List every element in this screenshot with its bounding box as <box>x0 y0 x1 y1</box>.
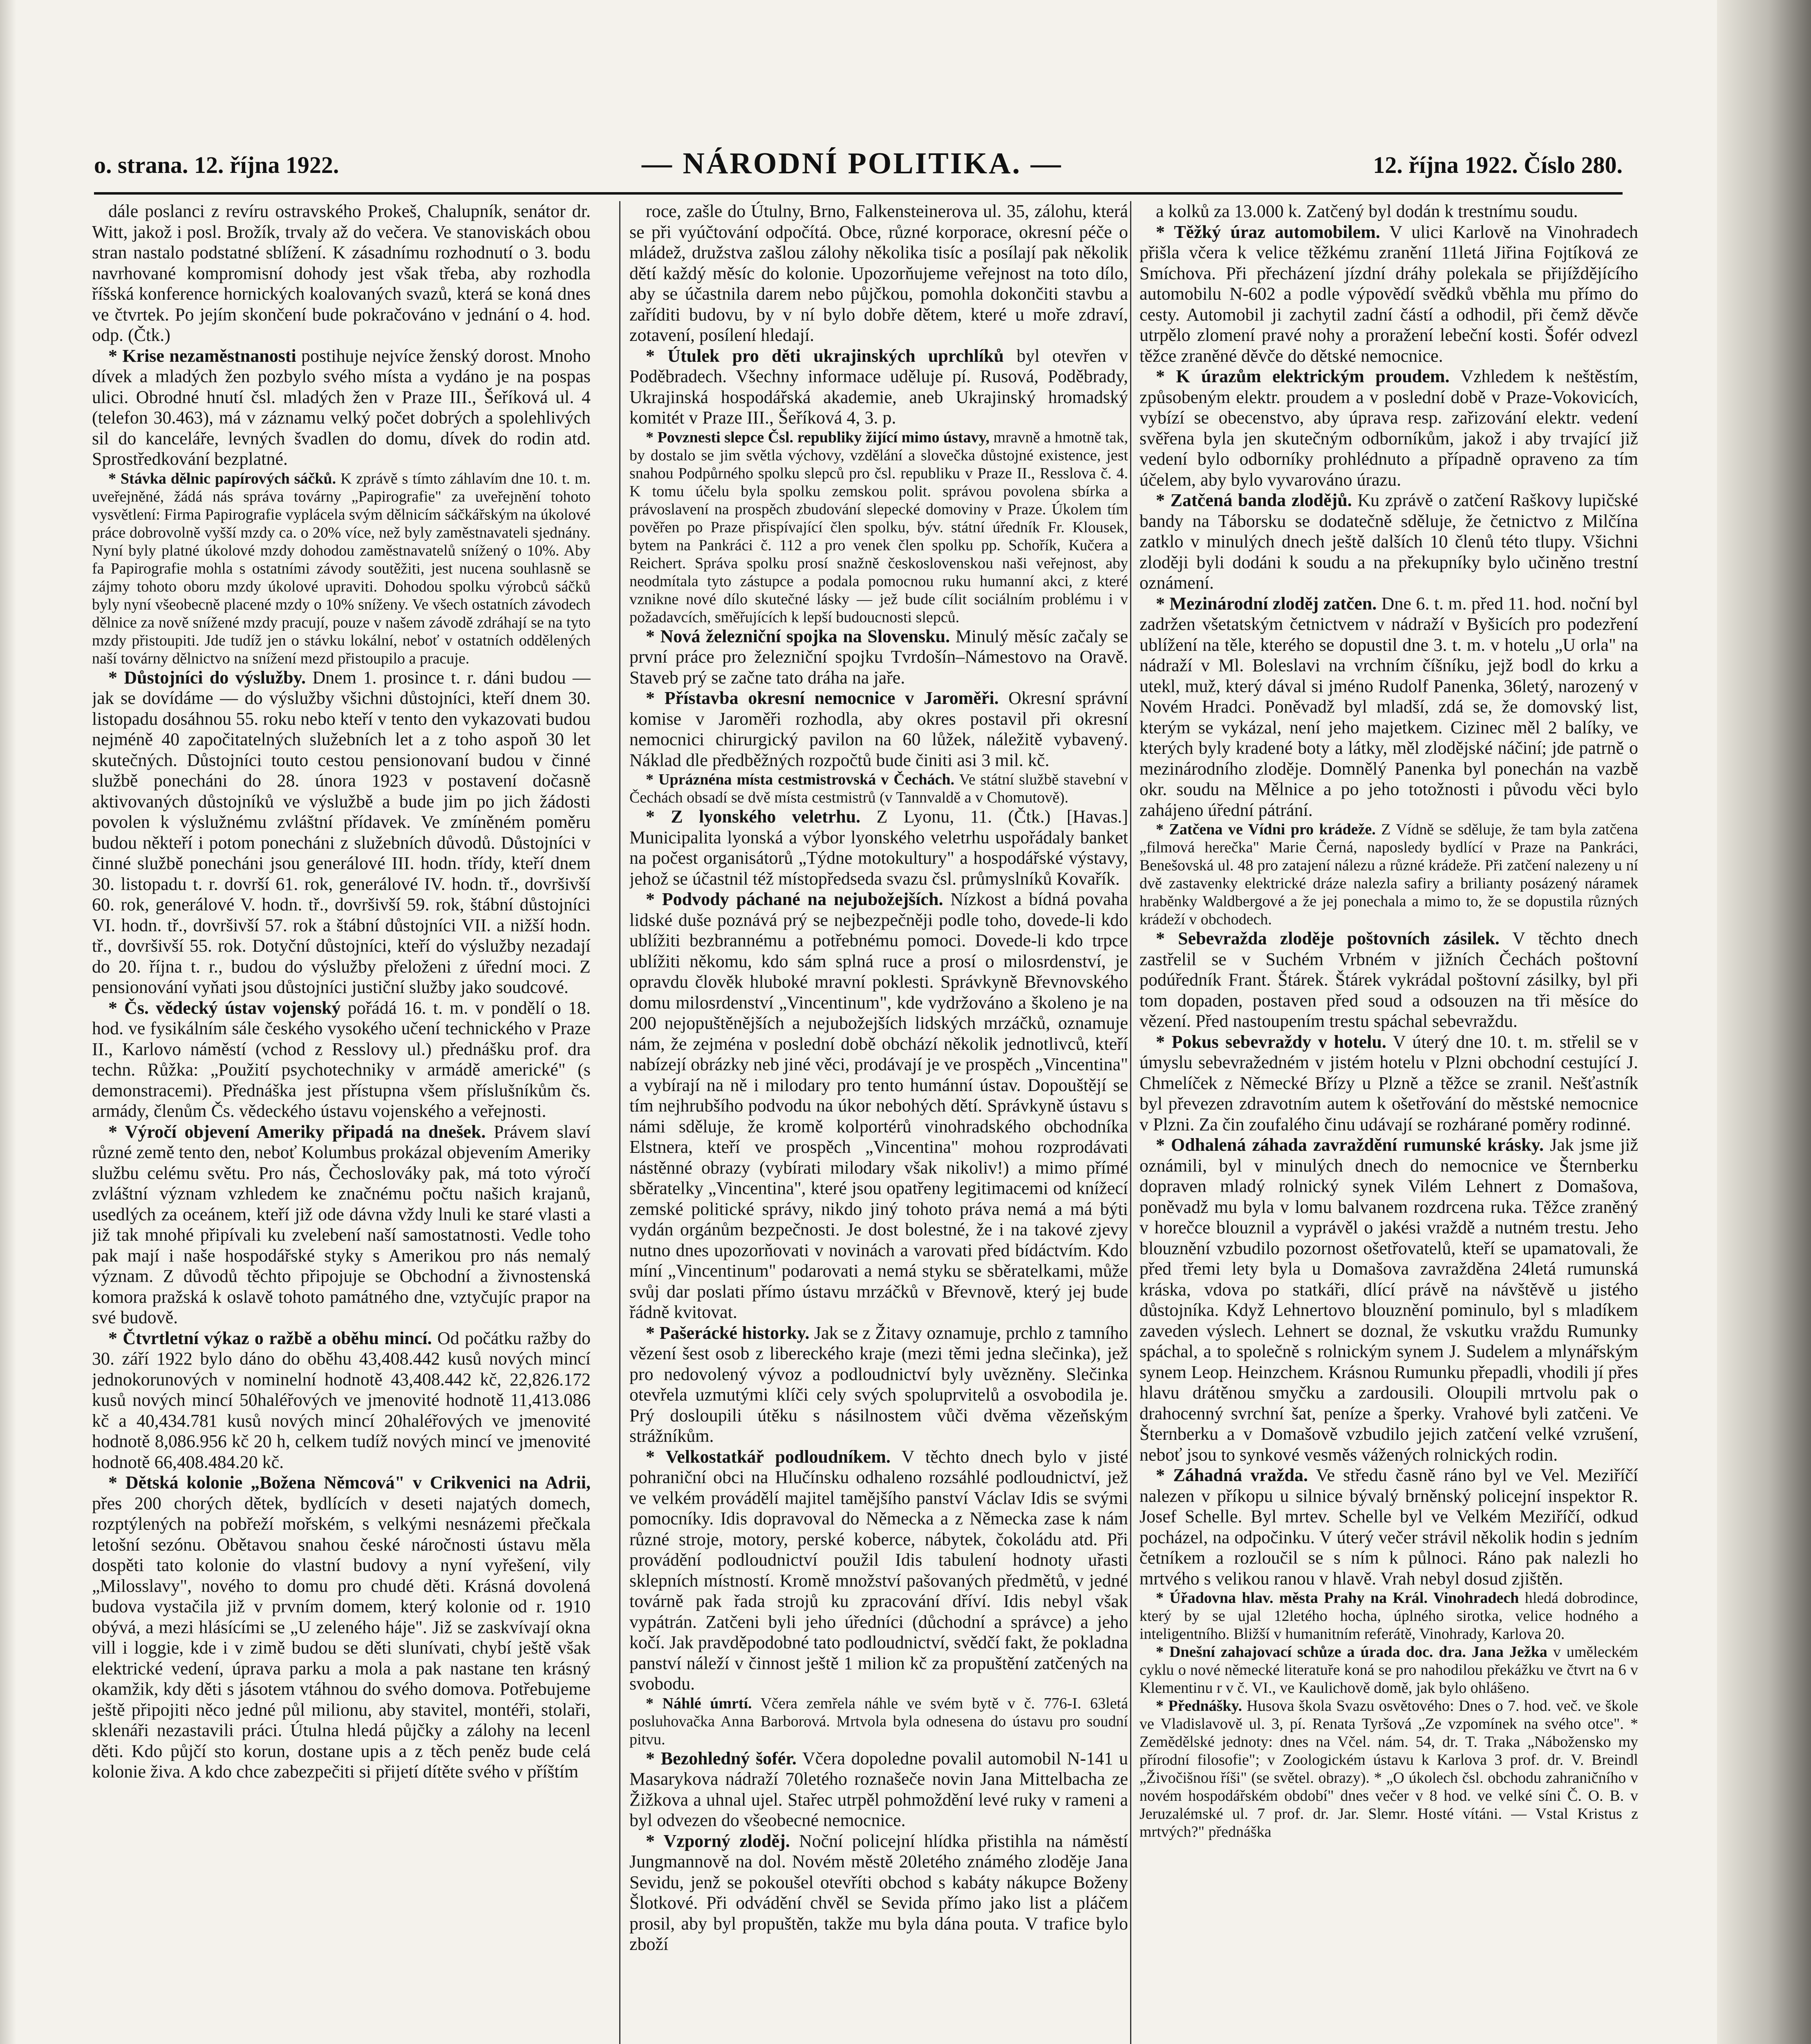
article-headline: * Bezohledný šofér. <box>646 1748 797 1768</box>
article-paragraph <box>629 1748 1128 1831</box>
article-body: v uměleckém cyklu o nové německé literatuře koná se pro nahodilou překážku ve čtvrt na 6 v Klementinu r v č. VI., ve Kaulichově domě, jak bylo ohlášeno. <box>1139 1643 1638 1697</box>
article-body: přes 200 chorých dětek, bydlících v deseti najatých domech, rozptýlených na pobřeží mořském, s velkými nesnázemi přečkala letošní sezónu. Obětavou snahou české náročnosti ústavu měla dospěti tato kolonie do vlastní budovy a nyní vyřešení, vily „Milosslavy", nového to domu pro chudé děti. Krásná dovolená budova vystačila již v prvním domem, který kolonie od r. 1910 obývá, a mezi hlásícími se „U zeleného háje". Již se zaskvívají okna vill i loggie, kde i v zimě budou se děti slunívati, chybí ještě však elektrické vedení, úprava parku a mola a pak nastane ten krásný okamžik, kdy děti s jásotem vtáhnou do svého domova. Potřebujeme ještě připojiti něco jedné půl milionu, aby stavitel, montéři, stolaři, sklenáři nezastavili práci. Útulna hledá půjčky a zálohy na lecenl děti. Kdo půjčí sto korun, dostane upis a z těch peněz bude celá kolonie živa. A kdo chce zabezpečiti si přijetí dítěte svého v příštím <box>92 1493 591 1782</box>
article-body: K zprávě s tímto záhlavím dne 10. t. m. uveřejněné, žádá nás správa továrny „Papirografie" za uveřejnění tohoto vysvětlení: Firma Papirografie vyplácela svým dělnicím sáčkářským na úkolové práce dobrovolně vyšší mzdy ca. o 20% více, než byly zaměstnavateli sjednány. Nyní byly platné úkolové mzdy dohodou zaměstnavatelů snížený o 10%. Aby fa Papirografie mohla s ostatními závody soutěžiti, jest nucena souhlasně se zájmy tohoto oboru mzdy úkolové upraviti. Dohodou spolku výrobců sáčků byly nyní všeobecně placené mzdy o 10% sníženy. Ve všech ostatních závodech dělnice za nově snížené mzdy pracují, pouze v našem závodě zdráhají se na tyto mzdy přistoupiti. Jde tudíž jen o stávku lokální, neboť v ostatních oddělených naší továrny dělnictvo na snížení mezd přistoupilo a pracuje. <box>92 470 591 667</box>
article-paragraph <box>1139 1697 1638 1841</box>
article-headline: * Povznesti slepce Čsl. republiky žijící mimo ústavy, <box>646 428 990 446</box>
article-paragraph <box>1139 1589 1638 1643</box>
article-headline: * Z lyonského veletrhu. <box>646 807 861 827</box>
article-paragraph <box>629 346 1128 428</box>
article-headline: * Mezinárodní zloděj zatčen. <box>1156 593 1377 614</box>
article-paragraph <box>92 201 591 346</box>
article-body: Od počátku ražby do 30. září 1922 bylo dáno do oběhu 43,408.442 kusů nových mincí jednokorunových v nominelní hodnotě 43,408.442 kč, 22,826.172 kusů nových mincí 50haléřových ve jmenovité hodnotě 11,413.086 kč a 40,434.781 kusů nových mincí 20haléřových ve jmenovité hodnotě 8,086.956 kč 20 h, celkem tudíž nových mincí ve jmenovité hodnotě 66,408.484.20 kč. <box>92 1328 591 1472</box>
article-body: Nízkost a bídná povaha lidské duše poznává prý se nejbezpečněji podle toho, dovede-li kdo ublížiti bezbrannému a potřebnému pomoci. Dovede-li kdo trpce ublížiti někomu, kdo sám splná ruce a prosí o milosrdenství, je opravdu člověk hluboké mravní poklesti. Správkyně Břevnovského domu milosrdenství „Vincentinum", kde vydržováno a školeno je na 200 nejopuštěnějších a nejubožejších lidských mrzáčků, oznamuje nám, že zejména v poslední době obchází několik jednotlivců, kteří nabízejí obrázky neb jiné věci, prodávají je ve prospěch „Vincentina" a vybírají na ně i milodary pro tento humánní ústav. Dopouštějí se tím nejhrubšího podvodu na úkor nebohých dětí. Správkyně ústavu s námi sděluje, že kromě kolportérů vinohradského obchodníka Elstnera, kteří ve prospěch „Vincentina" mohou rozprodávati nástěnné obrazy (vybírati milodary však nikoliv!) a mimo přímé sběratelky „Vincentina", které jsou opatřeny legitimacemi od knížecí zemské politické správy, nikdo jiný tohoto práva nemá a má býti vydán orgánům bezpečnosti. Je dost bolestné, že i na takové zjevy nutno dnes upozorňovati v novinách a varovati před bídáctvím. Kdo míní „Vincentinum" podarovati a nemá styku se sběratelkami, může svůj dar poslati přímo ústavu mrzáčků v Břevnově, který jej bude řádně kvitovat. <box>629 889 1128 1322</box>
article-headline: * Výročí objevení Ameriky připadá na dnešek. <box>108 1121 486 1142</box>
article-body: mravně a hmotně tak, by dostalo se jim světla výchovy, vzdělání a slovečka důstojné existence, jest snahou Podpůrného spolku slepců pro čsl. republiku v Praze II., Resslova č. 4. K tomu účelu byla spolku zemskou polit. správou povolena sbírka a právoslavení na prospěch zbudování slepecké domoviny v Praze. Úkolem tím pověřen po Praze přispívající člen spolku, býv. státní úředník Fr. Klousek, bytem na Pankráci č. 112 a pro venek člen spolku pp. Schořík, Kučera a Reichert. Správa spolku prosí snažně československou naši veřejnost, aby neodmítala tyto zástupce a podala pomocnou ruku humanní akci, z které vznikne nové dílo skutečné lásky — jež bude cílit sociálním problému i v požadavcích, směřujících k lepší budoucnosti slepců. <box>629 428 1128 626</box>
article-paragraph <box>1139 1465 1638 1589</box>
article-headline: * K úrazům elektrickým proudem. <box>1156 366 1450 386</box>
article-headline: * Nová železniční spojka na Slovensku. <box>646 626 950 646</box>
article-headline: * Čtvrtletní výkaz o ražbě a oběhu mincí. <box>108 1328 432 1348</box>
article-body: Ku zprávě o zatčení Raškovy lupičské bandy na Táborsku se dodatečně sděluje, že četnictvo z Milčína zatklo v minulých dnech ještě dalších 10 členů této tlupy. Všichni zloději byli dodáni k soudu a na překupníky bylo učiněno trestní oznámení. <box>1139 490 1638 593</box>
page-header <box>94 143 1623 188</box>
text-column-1 <box>92 201 591 2044</box>
article-paragraph <box>1139 222 1638 367</box>
article-headline: * Pokus sebevraždy v hotelu. <box>1156 1031 1386 1052</box>
article-body: Ve státní službě stavební v Čechách obsadí se dvě místa cestmistrů (v Tannvaldě a v Chomutově). <box>629 771 1128 806</box>
article-headline: * Přístavba okresní nemocnice v Jaroměři. <box>646 688 999 708</box>
article-paragraph <box>1139 366 1638 490</box>
article-headline: * Pašerácké historky. <box>646 1322 810 1343</box>
article-body: Jak jsme již oznámili, byl v minulých dnech do nemocnice ve Šternberku dopraven mladý rolnický synek Vilém Lehnert z Domašova, poněvadž mu byla v lomu balvanem rozdrcena ruka. Těžce zraněný v horečce blouznil a vyprávěl o jakési vraždě a nutném trestu. Jeho blouznění vzbudilo pozornost ošetřovatelů, kteří se upamatovali, že před třemi lety byla u Domašova zavražděna 24letá rumunská kráska, vdova po statkáři, dlící právě na návštěvě u jistého důstojníka. Když Lehnertovo blouznění pominulo, byl s mladíkem zaveden výslech. Lehnert se doznal, že vskutku vraždu Rumunky spáchal, a to společně s rolnickým synem J. Sudelem a mlynářským synem Leop. Heinzchem. Krásnou Rumunku přepadli, vhodili jí přes hlavu drátěnou smyčku a zardousili. Oloupili mrtvolu pak o drahocenný svrchní šat, peníze a šperky. Vrahové byli zatčeni. Ve Šternberku a v Domašově vzbudilo jejich zatčení velké vzrušení, neboť jsou to synkové vesměs vážených rolnických rodin. <box>1139 1135 1638 1465</box>
article-headline: * Čs. vědecký ústav vojenský <box>108 997 341 1018</box>
header-rule <box>94 192 1623 195</box>
article-paragraph <box>92 1122 591 1328</box>
article-body: Jak se z Žitavy oznamuje, prchlo z tamního vězení šest osob z libereckého kraje (mezi těmi jedna slečinka), jež pro nedovolený vývoz a podloudnictví byly uvězněny. Slečinka otevřela uzmutými klíči cely svých spoluprvitelů a osvobodila je. Prý dosloupili útěku s násilnostem vůči dvěma vězeňským strážníkům. <box>629 1322 1128 1446</box>
article-paragraph <box>629 1694 1128 1748</box>
article-body: hledá dobrodince, který by se ujal 12letého hocha, úplného sirotka, velice hodného a inteligentního. Bližší v humanitním referátě, Vinohrady, Karlova 20. <box>1139 1589 1638 1643</box>
article-headline: * Zatčená banda zlodějů. <box>1156 490 1352 510</box>
article-paragraph <box>1139 820 1638 928</box>
article-headline: * Těžký úraz automobilem. <box>1156 222 1380 242</box>
article-headline: * Upráznéna místa cestmistrovská v Čechách. <box>646 771 955 788</box>
article-body: Husova škola Svazu osvětového: Dnes o 7. hod. več. ve škole ve Vladislavově ul. 3, pí. Renata Tyršová „Ze vzpomínek na svého otce". * Zemědělské jednoty: dnes na Včel. nám. 54, dr. T. Traka „Nábožensko my přírodní filosofie"; v Zoologickém ústavu k Karlova 3 prof. dr. V. Breindl „Živočišnou říši" (se světel. obrazy). * „O úkolech čsl. obchodu zahraničního v novém hospodářském období" dnes večer v 8 hod. ve velké síni Č. O. B. v Jeruzalémské ul. 7 prof. dr. Jar. Slemr. Hosté vítáni. — Vstal Kristus z mrtvých?" přednáška <box>1139 1697 1638 1840</box>
article-paragraph <box>92 470 591 668</box>
article-paragraph <box>92 1328 591 1473</box>
article-body: dále poslanci z revíru ostravského Prokeš, Chalupník, senátor dr. Witt, jakož i posl. Brožík, trvaly až do večera. Ve stanoviskách obou stran nastalo podstatné sblížení. K zásadnímu rozhodnutí o 3. bodu navrhované kompromisní dohody jest však třeba, aby rozhodla říšská konference hornických koalovaných svazů, která se koná dnes ve čtvrtek. Po jejím skončení bude pokračováno v jednání o 4. hod. odp. (Čtk.) <box>92 201 591 345</box>
masthead-title: — NÁRODNÍ POLITIKA. — <box>642 147 1063 180</box>
article-paragraph <box>629 626 1128 688</box>
article-body: Dnem 1. prosince t. r. dáni budou — jak se dovídáme — do výslužby všichni důstojníci, kteří dnem 30. listopadu dosáhnou 55. roku nebo kteří v tento den vykazovati budou nejméně 40 započitatelných služebních let a z toho aspoň 30 let skutečných. Důstojníci touto cestou pensionovaní budou v činné službě ponecháni do 28. února 1923 v postavení dočasně aktivovaných důstojníků ve výslužbě a bude jim po jich žádosti povolen k výslužnému zvláštní přídavek. Ve zmíněném poměru budou někteří i potom ponecháni z služebních důvodů. Důstojníci v činné službě ponecháni jsou generálové III. hodn. třídy, kteří dnem 30. listopadu t. r. dovrší 61. rok, generálové IV. hodn. tř., dovršivší 60. rok, generálové V. hodn. tř., dovršivší 59. rok, štábní důstojníci VI. hodn. tř., dovršivší 57. rok a štábní důstojníci VII. a nižší hodn. tř., dovršivší 55. rok. Dotyční důstojníci, kteří do výslužby nezadají do 20. října t. r., budou do výslužby přeloženi z úřední moci. Z pensionování vyňati jsou důstojníci justiční služby jako soudcové. <box>92 667 591 997</box>
article-body: Právem slaví různé země tento den, neboť Kolumbus prokázal objevením Ameriky službu celému světu. Pro nás, Čechoslováky pak, má toto výročí zvláštní význam vzhledem ke značnému počtu našich krajanů, usedlých za oceánem, kteří již ode dávna vždy lnuli ke staré vlasti a již tak mnohé připívali ku zvelebení naší samostatnosti. Vedle toho pak mají i naše hospodářské styky s Amerikou pro nás nemalý význam. Z důvodů těchto připojuje se Obchodní a živnostenská komora pražská k oslavě tohoto památného dne, vztyčujíc prapor na své budově. <box>92 1121 591 1327</box>
text-column-3 <box>1139 201 1638 2044</box>
article-paragraph <box>92 668 591 998</box>
article-body: V těchto dnech bylo v jisté pohraniční obci na Hlučínsku odhaleno rozsáhlé podloudnictví, jež ve velkém provádělí majitel tamějšího panství Václav Idis se svými pomocníky. Idis dopravoval do Německa a z Německa zase k nám různé stroje, motory, perské koberce, nábytek, čokoládu atd. Při provádění podloudnictví použil Idis tabulení hodnoty uřasti sklepních místností. Kromě množství pašovaných předmětů, v jedné továrně pak řada strojů ku zpracování dříví. Idis nebyl však vypátrán. Zatčeni byli jeho úředníci (důchodní a správce) a jeho kočí. Jak pravděpodobné tato podloudnictví, svědčí fakt, že pokladna panství náleží v činnost ještě 1 milion kč za propuštění zatčených na svobodu. <box>629 1446 1128 1694</box>
article-headline: * Vzporný zloděj. <box>646 1831 790 1851</box>
article-body: Dne 6. t. m. před 11. hod. noční byl zadržen všetatským četnictvem v nádraží v Byšicích pro podezření ublížení na těle, kterého se dopustil dne 3. t. m. v hotelu „U orla" na nádraží v Ml. Boleslavi na vrchním číšníku, jejž bodl do krku a utekl, muž, který dával si jméno Rudolf Panenka, 36letý, narozený v Novém Hradci. Poněvadž byl mladší, zdá se, že domovský list, kterým se vykázal, není jeho majetkem. Cizinec měl 2 balíky, ve kterých byly kradené boty a látky, měl zlodějské náčiní; jde patrně o mezinárodního zloděje. Domnělý Panenka byl ponechán na vazbě okr. soudu na Mělnice a po jeho totožnosti i původu věci bylo zahájeno úřední pátrání. <box>1139 593 1638 820</box>
article-body: V ulici Karlově na Vinohradech přišla včera k velice těžkému zranění 11letá Jiřina Fojtíková ze Smíchova. Při přecházení jízdní dráhy polekala se přijíždějícího automobilu N-602 a podle výpovědí svědků vběhla mu přímo do cesty. Automobil ji zachytil zadní částí a odhodil, při čemž děvče utrpělo zlomení pravé nohy a proražení lebeční kosti. Šofér odvezl těžce zraněné děvče do dětské nemocnice. <box>1139 222 1638 366</box>
article-paragraph <box>92 346 591 470</box>
column-divider <box>1130 201 1131 2044</box>
article-headline: * Útulek pro děti ukrajinských uprchlíků <box>646 345 1004 366</box>
article-body: V úterý dne 10. t. m. střelil se v úmyslu sebevražedném v jistém hotelu v Plzni obchodní cestující J. Chmelíček z Německé Břízy u Plzně a těžce se zranil. Nešťastník byl převezen zdravotním autem k ošetřování do městské nemocnice v Plzni. Za čin zoufalého činu udávají se rozhárané poměry rodinné. <box>1139 1031 1638 1134</box>
article-headline: * Sebevražda zloděje poštovních zásilek. <box>1156 928 1500 948</box>
article-paragraph <box>1139 594 1638 821</box>
article-headline: * Přednášky. <box>1156 1697 1242 1715</box>
article-paragraph <box>1139 490 1638 594</box>
article-paragraph <box>629 771 1128 807</box>
article-paragraph <box>1139 928 1638 1032</box>
article-body: pořádá 16. t. m. v pondělí o 18. hod. ve fysikálním sále českého vysokého učení technického v Praze II., Karlovo náměstí (vchod z Resslovy ul.) přednášku prof. dra techn. Růžka: „Použití psychotechniky v armádě americké" (s demonstracemi). Přednáška jest přístupna všem příslušníkům čs. armády, členům Čs. vědeckého ústavu vojenského a veřejnosti. <box>92 997 591 1121</box>
article-headline: * Podvody páchané na nejubožejších. <box>646 889 943 909</box>
article-body: roce, zašle do Útulny, Brno, Falkensteinerova ul. 35, zálohu, která se při vyúčtování odpočítá. Obce, různé korporace, okresní péče o mládež, družstva zašlou zálohy několika tisíc a posílají pak několik dětí každý měsíc do kolonie. Upozorňujeme veřejnost na toto dílo, aby se účastnila darem nebo půjčkou, pomohla dokončiti stavbu a zaříditi budovu, by v ní bylo dobře dětem, které u moře zdraví, zotavení, posílení hledají. <box>629 201 1128 345</box>
article-body: Ve středu časně ráno byl ve Vel. Meziříčí nalezen v příkopu u silnice bývalý brněnský policejní inspektor R. Josef Schelle. Byl mrtev. Schelle byl ve Velkém Meziříčí, odkud pocházel, na odpočinku. V úterý večer strávil několik hodin s jedním četníkem a rozloučil se s ním k půlnoci. Ráno pak nalezli ho mrtvého s velikou ranou v hlavě. Vrah nebyl dosud zjištěn. <box>1139 1465 1638 1589</box>
text-column-2 <box>629 201 1128 2044</box>
article-body: Včera zemřela náhle ve svém bytě v č. 776-I. 63letá posluhovačka Anna Barborová. Mrtvola byla odnesena do ústavu pro soudní pitvu. <box>629 1694 1128 1748</box>
article-body: Noční policejní hlídka přistihla na náměstí Jungmannově na dol. Novém městě 20letého známého zloděje Jana Sevidu, jenž se pokoušel otevříti obchod s kabáty nákupce Boženy Šlotkové. Při odvádění chvěl se Sevida přímo jako list a pláčem prosil, aby byl propuštěn, takže mu byla dána pouta. V trafice bylo zboží <box>629 1831 1128 1954</box>
header-page-date: o. strana. 12. října 1922. <box>94 152 339 178</box>
article-paragraph <box>629 1447 1128 1694</box>
article-body: Z Lyonu, 11. (Čtk.) [Havas.] Municipalita lyonská a výbor lyonského veletrhu uspořádaly banket na počest organisátorů „Týdne motokultury" a hospodářské výstavy, jehož se účastnil též místopředseda svazu čsl. průmyslníků Kovařík. <box>629 807 1128 889</box>
article-headline: * Důstojníci do výslužby. <box>108 667 306 688</box>
article-paragraph <box>629 807 1128 889</box>
article-headline: * Velkostatkář podloudníkem. <box>646 1446 891 1467</box>
article-paragraph <box>1139 1032 1638 1135</box>
article-paragraph <box>1139 201 1638 222</box>
article-headline: * Náhlé úmrtí. <box>646 1694 752 1712</box>
article-headline: * Dnešní zahajovací schůze a úrada doc. dra. Jana Ježka <box>1156 1643 1547 1661</box>
scan-edge-right <box>1717 0 1811 2044</box>
article-headline: * Dětská kolonie „Božena Němcová" v Crikvenici na Adrii, <box>108 1472 591 1493</box>
article-headline: * Stávka dělnic papírových sáčků. <box>108 470 336 487</box>
article-paragraph <box>629 889 1128 1323</box>
article-paragraph <box>629 201 1128 346</box>
scan-edge-left <box>0 0 16 2044</box>
article-body: Včera dopoledne povalil automobil N-141 u Masarykova nádraží 70letého roznašeče novin Jana Mittelbacha ze Žižkova a uhnal ujel. Stařec utrpěl pohmoždění levé ruky v rameni a byl odvezen do všeobecné nemocnice. <box>629 1748 1128 1830</box>
article-body: Vzhledem k neštěstím, způsobeným elektr. proudem a v poslední době v Praze-Vokovicích, vybízí se obecenstvo, aby úprava resp. zařizování elektr. vedení svěřena byla jen skutečným odborníkům, jakož i aby trvající již vedení bylo odborníky prohlédnuto a případně opraveno za tím účelem, aby bylo vyvarováno úrazu. <box>1139 366 1638 490</box>
article-headline: * Zatčena ve Vídni pro krádeže. <box>1156 821 1376 838</box>
article-paragraph <box>629 688 1128 771</box>
article-paragraph <box>92 998 591 1122</box>
article-paragraph <box>1139 1643 1638 1697</box>
article-paragraph <box>629 1323 1128 1447</box>
article-paragraph <box>1139 1135 1638 1465</box>
article-paragraph <box>629 428 1128 626</box>
article-headline: * Krise nezaměstnanosti <box>108 345 296 366</box>
article-body: byl otevřen v Poděbradech. Všechny informace uděluje pí. Rusová, Poděbrady, Ukrajinská hospodářská akademie, aneb Ukrajinský hromadský komitét v Praze III., Šeříková 4, 3. p. <box>629 345 1128 428</box>
article-body: Minulý měsíc začaly se první práce pro železniční spojku Tvrdošín–Námestovo na Oravě. Staveb prý se začne tato dráha na jaře. <box>629 626 1128 688</box>
article-body: Okresní správní komise v Jaroměři rozhodla, aby okres postavil při okresní nemocnici chirurgický pavilon na 60 lůžek, náležitě vybavený. Náklad dle předběžných rozpočtů bude činiti asi 3 mil. kč. <box>629 688 1128 770</box>
article-paragraph <box>92 1472 591 1782</box>
article-headline: * Záhadná vražda. <box>1156 1465 1308 1485</box>
article-headline: * Úřadovna hlav. města Prahy na Král. Vinohradech <box>1156 1589 1519 1607</box>
article-headline: * Odhalená záhada zavraždění rumunské krásky. <box>1156 1135 1544 1155</box>
article-body: a kolků za 13.000 k. Zatčený byl dodán k trestnímu soudu. <box>1156 201 1578 221</box>
header-issue-number: 12. října 1922. Číslo 280. <box>1373 152 1623 178</box>
article-body: postihuje nejvíce ženský dorost. Mnoho dívek a mladých žen pozbylo svého místa a vydáno je na pospas ulici. Obrodné hnutí čsl. mladých žen v Praze III., Šeříková ul. 4 (telefon 30.463), má v záznamu velký počet dobrých a spolehlivých sil do kanceláře, levných švadlen do domu, dívek do rodin atd. Sprostředkování bezplatné. <box>92 345 591 469</box>
article-body: V těchto dnech zastřelil se v Suchém Vrbném v jižních Čechách poštovní podúředník Frant. Štárek. Štárek vykrádal poštovní zásilky, byl při tom dopaden, postaven před soud a odsouzen na tři měsíce do vězení. Před nastoupením trestu spáchal sebevraždu. <box>1139 928 1638 1031</box>
column-divider <box>619 201 620 2044</box>
article-paragraph <box>629 1831 1128 1955</box>
article-body: Z Vídně se sděluje, že tam byla zatčena „filmová herečka" Marie Černá, naposledy bydlící v Praze na Pankráci, Benešovská ul. 48 pro zatajení nálezu a různé krádeže. Při zatčení nalezeny u ní dvě zastavenky elektrické dráze nalezla safiry a brilianty posázený náramek hraběnky Waldbergové a že jej ponechala a mimo to, že se dopustila různých krádeží v obchodech. <box>1139 821 1638 928</box>
